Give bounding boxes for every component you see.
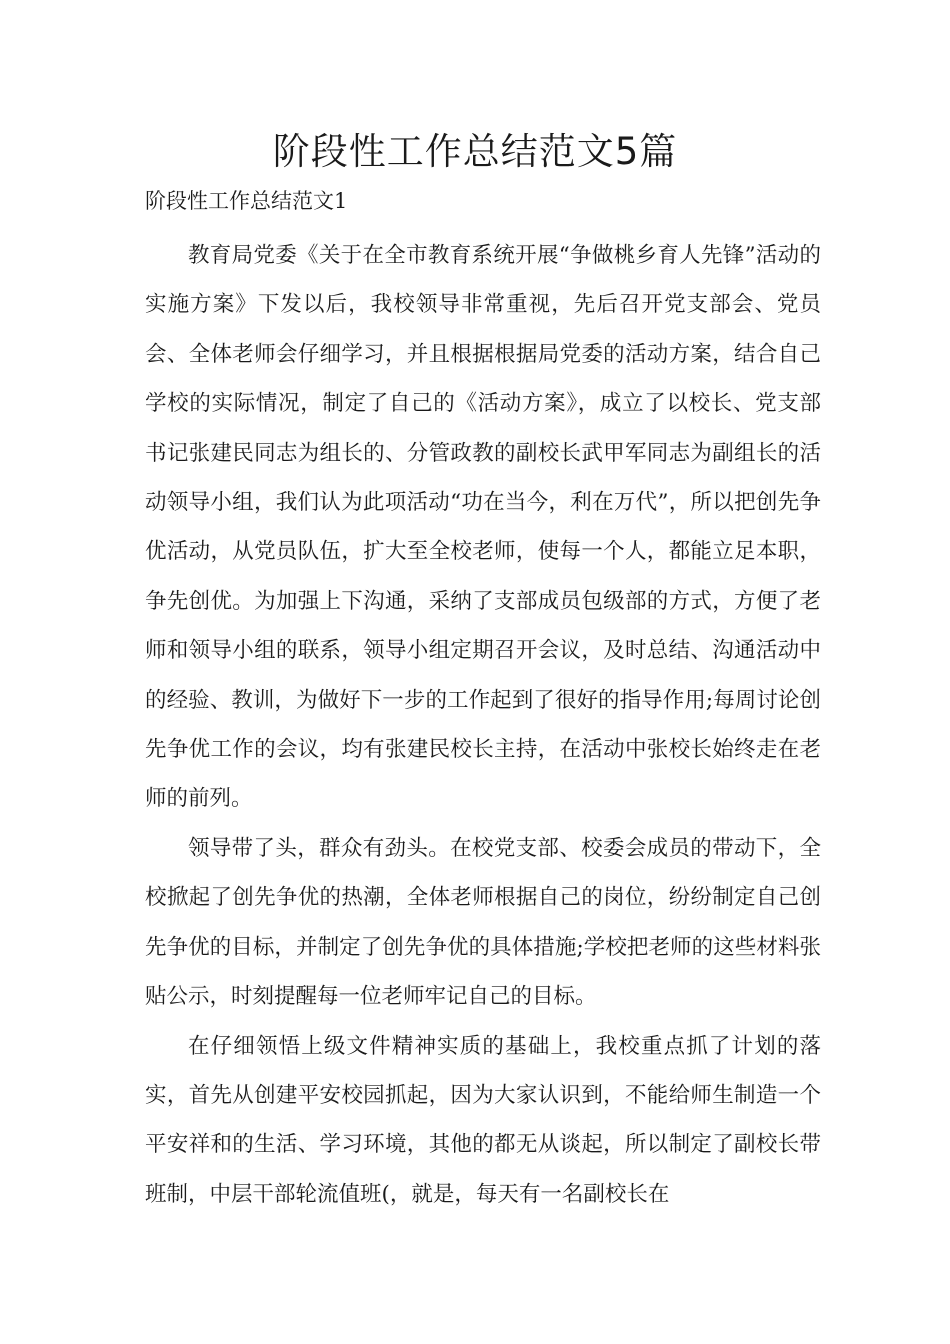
paragraph-3: 在仔细领悟上级文件精神实质的基础上，我校重点抓了计划的落实，首先从创建平安校园抓起，因为大家认识到，不能给师生制造一个平安祥和的生活、学习环境，其他的都无从谈起，所以制定了副校长带班制，中层干部轮流值班(，就是，每天有一名副校长在 [145, 1033, 821, 1207]
document-body [145, 231, 821, 1219]
document-title: 阶段性工作总结范文5篇 [272, 130, 678, 173]
paragraph-1: 教育局党委《关于在全市教育系统开展“争做桃乡育人先锋”活动的实施方案》下发以后，我校领导非常重视，先后召开党支部会、党员会、全体老师会仔细学习，并且根据根据局党委的活动方案，结合自己学校的实际情况，制定了自己的《活动方案》，成立了以校长、党支部书记张建民同志为组长的、分管政教的副校长武甲军同志为副组长的活动领导小组，我们认为此项活动“功在当今，利在万代”，所以把创先争优活动，从党员队伍，扩大至全校老师，使每一个人，都能立足本职，争先创优。为加强上下沟通，采纳了支部成员包级部的方式，方便了老师和领导小组的联系，领导小组定期召开会议，及时总结、沟通活动中的经验、教训，为做好下一步的工作起到了很好的指导作用;每周讨论创先争优工作的会议，均有张建民校长主持，在活动中张校长始终走在老师的前列。 [145, 243, 821, 812]
section-heading: 阶段性工作总结范文1 [145, 189, 348, 213]
paragraph-2: 领导带了头，群众有劲头。在校党支部、校委会成员的带动下，全校掀起了创先争优的热潮，全体老师根据自己的岗位，纷纷制定自己创先争优的目标，并制定了创先争优的具体措施;学校把老师的这些材料张贴公示，时刻提醒每一位老师牢记自己的目标。 [145, 835, 821, 1010]
